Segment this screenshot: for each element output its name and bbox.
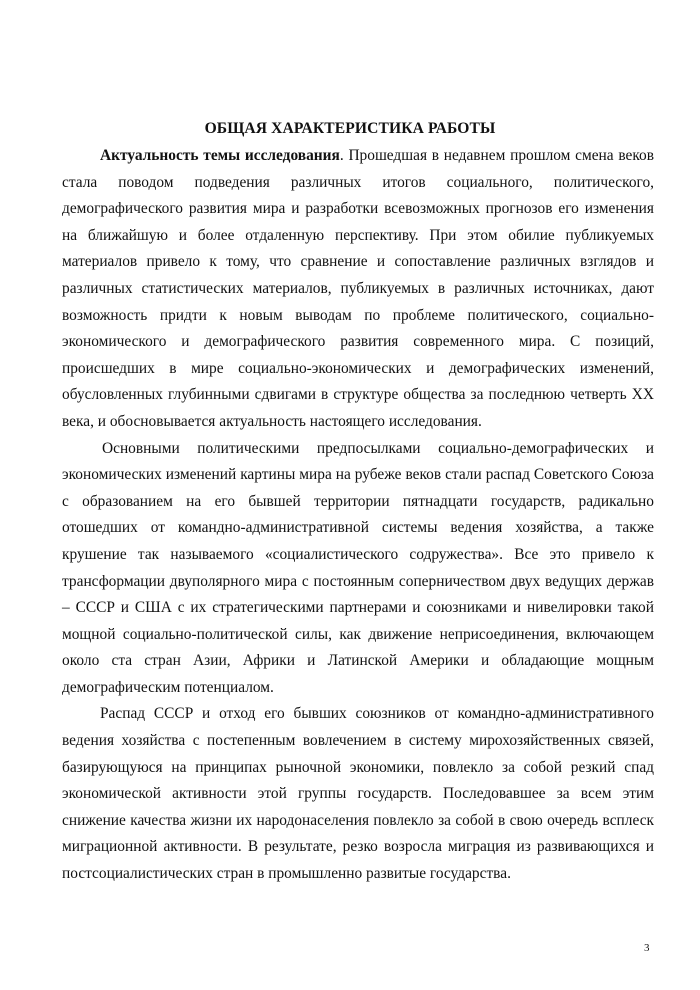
paragraph-text: Распад СССР и отход его бывших союзников от командно-административного ведения хозяйства с постепенным вовлечением в систему мирохозяйственных связей, базирующуюся на принципах рыночной экономики, повлекло за собой резкий спад экономической активности этой группы государств. Последовавшее за всем этим снижение качества жизни их народонаселения повлекло за собой в свою очередь всплеск миграционной активности. В результате, резко возросла миграция из развивающихся и постсоциалистических стран в промышленно развитые государства. — [62, 705, 654, 883]
paragraph-ussr-collapse — [62, 701, 654, 887]
paragraph-lead-bold: Актуальность темы исследования — [100, 147, 340, 164]
paragraph-text: . Прошедшая в недавнем прошлом смена веков стала поводом подведения различных итогов социального, политического, демографического развития мира и разработки всевозможных прогнозов его изменения на ближайшую и более отдаленную перспективу. При этом обилие публикуемых материалов привело к тому, что сравнение и сопоставление различных взглядов и различных статистических материалов, публикуемых в различных источниках, дают возможность придти к новым выводам по проблеме политического, социально-экономического и демографического развития современного мира. С позиций, происшедших в мире социально-экономических и демографических изменений, обусловленных глубинными сдвигами в структуре общества за последнюю четверть XX века, и обосновывается актуальность настоящего исследования. — [62, 147, 655, 430]
body-text — [62, 143, 654, 888]
paragraph-political-premises — [62, 436, 654, 702]
paragraph-text: Основными политическими предпосылками социально-демографических и экономических изменений картины мира на рубеже веков стали распад Советского Союза с образованием на его бывшей территории пятнадцати государств, радикально отошедших от командно-административной системы ведения хозяйства, а также крушение так называемого «социалистического содружества». Все это привело к трансформации двуполярного мира с постоянным соперничеством двух ведущих держав – СССР и США с их стратегическими партнерами и союзниками и нивелировки такой мощной социально-политической силы, как движение неприсоединения, включающем около ста стран Азии, Африки и Латинской Америки и обладающие мощным демографическим потенциалом. — [62, 439, 654, 696]
section-heading: ОБЩАЯ ХАРАКТЕРИСТИКА РАБОТЫ — [204, 120, 496, 137]
page-number: 3 — [644, 942, 650, 954]
paragraph-relevance — [62, 143, 654, 436]
